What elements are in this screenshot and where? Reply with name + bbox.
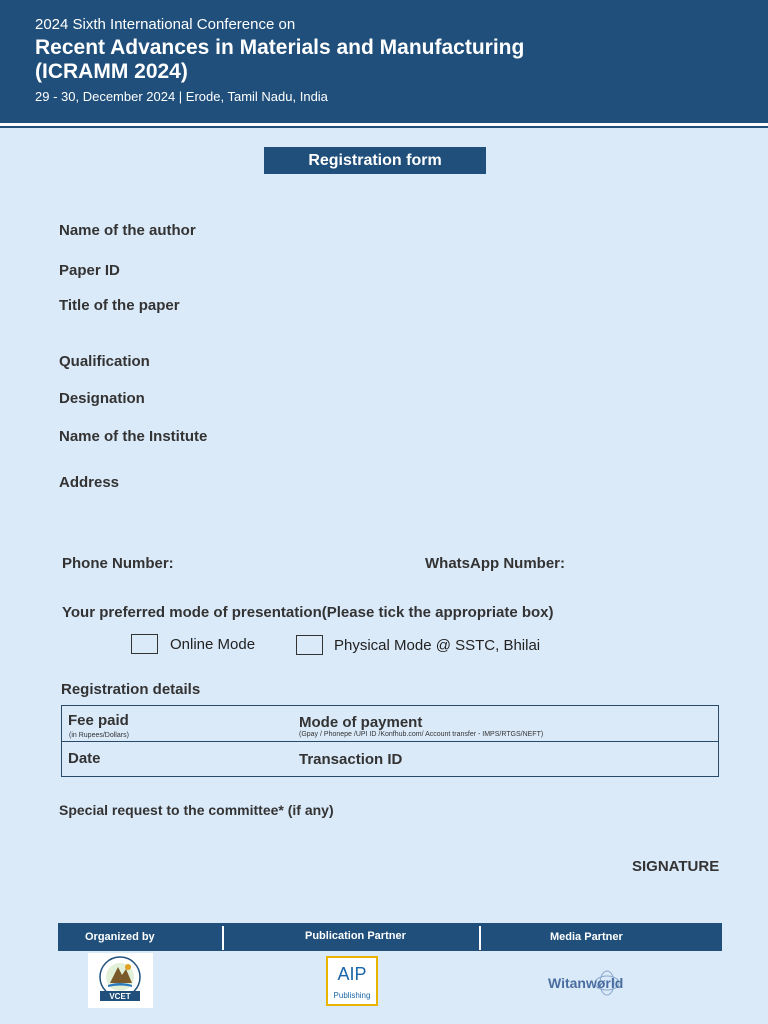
address-label: Address bbox=[59, 474, 120, 491]
presentation-mode-question: Your preferred mode of presentation(Please tick the appropriate box) bbox=[62, 604, 554, 621]
conference-pre-title: 2024 Sixth International Conference on bbox=[35, 16, 296, 33]
conference-dates: 29 - 30, December 2024 | Erode, Tamil Nadu, India bbox=[35, 89, 328, 104]
aip-logo-sub: Publishing bbox=[333, 991, 371, 1000]
fee-paid-label: Fee paid bbox=[68, 712, 129, 729]
signature-label: SIGNATURE bbox=[632, 858, 720, 875]
registration-details-heading: Registration details bbox=[61, 681, 201, 698]
online-mode-label: Online Mode bbox=[170, 636, 256, 653]
physical-mode-checkbox[interactable] bbox=[296, 635, 323, 655]
online-mode-checkbox[interactable] bbox=[131, 634, 158, 654]
qualification-label: Qualification bbox=[59, 353, 150, 370]
conference-title bbox=[35, 36, 735, 84]
author-name-label: Name of the author bbox=[59, 222, 196, 239]
phone-label: Phone Number: bbox=[62, 555, 174, 572]
table-divider bbox=[62, 741, 718, 742]
organized-by-label: Organized by bbox=[85, 931, 155, 943]
special-request-label: Special request to the committee* (if any) bbox=[59, 802, 334, 818]
conference-title-line1: Recent Advances in Materials and Manufacturing bbox=[35, 36, 525, 59]
aip-logo-main: AIP bbox=[337, 964, 367, 984]
partners-bar bbox=[58, 923, 722, 951]
designation-label: Designation bbox=[59, 390, 145, 407]
aip-publishing-logo bbox=[326, 956, 378, 1006]
partners-separator bbox=[479, 926, 481, 950]
fee-paid-note: (in Rupees/Dollars) bbox=[69, 732, 129, 739]
partners-separator bbox=[222, 926, 224, 950]
payment-mode-label: Mode of payment bbox=[299, 714, 423, 731]
registration-details-table bbox=[61, 705, 719, 777]
institute-label: Name of the Institute bbox=[59, 428, 208, 445]
publication-partner-label: Publication Partner bbox=[305, 930, 406, 942]
media-partner-label: Media Partner bbox=[550, 931, 623, 943]
paper-title-label: Title of the paper bbox=[59, 297, 180, 314]
paper-id-label: Paper ID bbox=[59, 262, 120, 279]
witanworld-logo bbox=[543, 962, 639, 1004]
payment-mode-note: (Gpay / Phonepe /UPI ID /Konfhub.com/ Account transfer - IMPS/RTGS/NEFT) bbox=[299, 731, 544, 738]
vcet-logo bbox=[88, 953, 153, 1008]
physical-mode-label: Physical Mode @ SSTC, Bhilai bbox=[334, 637, 541, 654]
conference-header bbox=[0, 0, 768, 126]
form-title: Registration form bbox=[264, 147, 486, 174]
transaction-id-label: Transaction ID bbox=[299, 751, 403, 768]
whatsapp-label: WhatsApp Number: bbox=[425, 555, 565, 572]
witanworld-logo-text: Witanwørld bbox=[548, 975, 624, 991]
vcet-logo-text: VCET bbox=[109, 992, 131, 1001]
date-label: Date bbox=[68, 750, 101, 767]
conference-title-line2: (ICRAMM 2024) bbox=[35, 60, 188, 83]
